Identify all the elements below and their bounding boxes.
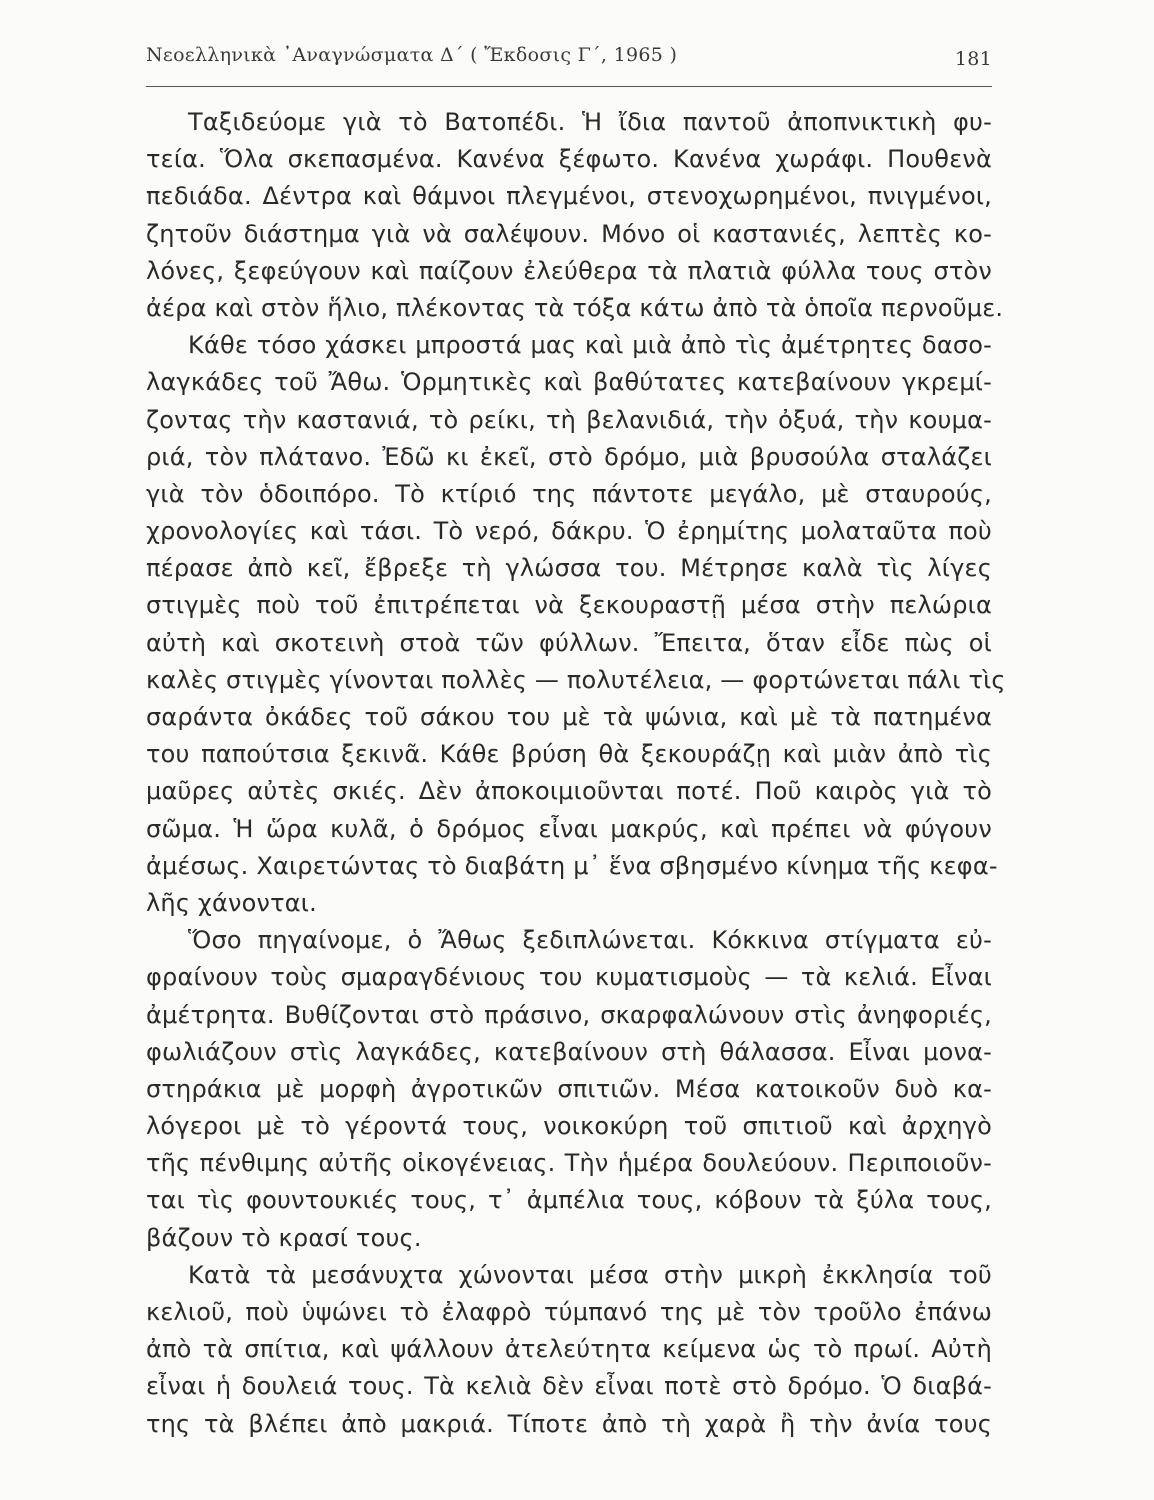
text-line: ἀμέτρητα. Βυθίζονται στὸ πράσινο, σκαρφαλώνουν στὶς ἀνηφοριές, [146,1000,992,1029]
text-line: στιγμὲς ποὺ τοῦ ἐπιτρέπεται νὰ ξεκουραστῇ μέσα στὴν πελώρια [146,591,992,620]
text-line: γιὰ τὸν ὁδοιπόρο. Τὸ κτίριό της πάντοτε μεγάλο, μὲ σταυρούς, [146,479,992,508]
text-line: του παπούτσια ξεκινᾶ. Κάθε βρύση θὰ ξεκουράζῃ καὶ μιὰν ἀπὸ τὶς [146,740,992,769]
text-line: στηράκια μὲ μορφὴ ἀγροτικῶν σπιτιῶν. Μέσα κατοικοῦν δυὸ κα- [146,1074,992,1103]
text-line: Κάθε τόσο χάσκει μπροστά μας καὶ μιὰ ἀπὸ τὶς ἀμέτρητες δασο- [188,331,992,360]
text-line: ριά, τὸν πλάτανο. Ἐδῶ κι ἐκεῖ, στὸ δρόμο, μιὰ βρυσούλα σταλάζει [146,442,992,471]
text-line: ζητοῦν διάστημα γιὰ νὰ σαλέψουν. Μόνο οἱ καστανιές, λεπτὲς κο- [146,219,992,248]
text-line: της τὰ βλέπει ἀπὸ μακριά. Τίποτε ἀπὸ τὴ χαρὰ ἢ τὴν ἀνία τους [146,1409,992,1438]
text-line: εἶναι ἡ δουλειά τους. Τὰ κελιὰ δὲν εἶναι ποτὲ στὸ δρόμο. Ὁ διαβά- [146,1372,992,1401]
text-line: καλὲς στιγμὲς γίνονται πολλὲς — πολυτέλεια, — φορτώνεται πάλι τὶς [146,665,1006,694]
body-text [146,104,1006,1443]
text-line: ἀμέσως. Χαιρετώντας τὸ διαβάτη μ᾿ ἕνα σβησμένο κίνημα τῆς κεφα- [146,851,998,880]
header-rule [146,86,992,87]
text-line: σῶμα. Ἡ ὥρα κυλᾶ, ὁ δρόμος εἶναι μακρύς, καὶ πρέπει νὰ φύγουν [146,814,992,843]
text-line: ζοντας τὴν καστανιά, τὸ ρείκι, τὴ βελανιδιά, τὴν ὀξυά, τὴν κουμα- [146,405,992,434]
text-line: σαράντα ὀκάδες τοῦ σάκου του μὲ τὰ ψώνια, καὶ μὲ τὰ πατημένα [146,703,992,731]
text-line: μαῦρες αὐτὲς σκιές. Δὲν ἀποκοιμιοῦνται ποτέ. Ποῦ καιρὸς γιὰ τὸ [146,777,992,806]
text-line: λόνες, ξεφεύγουν καὶ παίζουν ἐλεύθερα τὰ πλατιὰ φύλλα τους στὸν [146,256,992,285]
text-line: βάζουν τὸ κρασί τους. [146,1223,422,1252]
text-line: ἀπὸ τὰ σπίτια, καὶ ψάλλουν ἀτελεύτητα κείμενα ὡς τὸ πρωί. Αὐτὴ [146,1335,992,1364]
page-number: 181 [954,48,992,70]
text-line: πεδιάδα. Δέντρα καὶ θάμνοι πλεγμένοι, στενοχωρημένοι, πνιγμένοι, [146,182,992,211]
text-line: Ταξιδεύομε γιὰ τὸ Βατοπέδι. Ἡ ἴδια παντοῦ ἀποπνικτικὴ φυ- [188,108,992,136]
text-line: φωλιάζουν στὶς λαγκάδες, κατεβαίνουν στὴ θάλασσα. Εἶναι μονα- [146,1037,992,1066]
text-line: λῆς χάνονται. [146,888,317,917]
text-line: τῆς πένθιμης αὐτῆς οἰκογένειας. Τὴν ἡμέρα δουλεύουν. Περιποιοῦν- [146,1149,992,1178]
text-line: πέρασε ἀπὸ κεῖ, ἔβρεξε τὴ γλώσσα του. Μέτρησε καλὰ τὶς λίγες [146,554,992,583]
running-header [146,40,992,74]
text-line: λόγεροι μὲ τὸ γέροντά τους, νοικοκύρη τοῦ σπιτιοῦ καὶ ἀρχηγὸ [146,1112,992,1141]
text-line: ται τὶς φουντουκιές τους, τ᾿ ἀμπέλια τους, κόβουν τὰ ξύλα τους, [146,1186,992,1215]
text-line: κελιοῦ, ποὺ ὑψώνει τὸ ἐλαφρὸ τύμπανό της μὲ τὸν τροῦλο ἐπάνω [146,1298,992,1326]
text-line: Κατὰ τὰ μεσάνυχτα χώνονται μέσα στὴν μικρὴ ἐκκλησία τοῦ [188,1260,992,1289]
text-line: φραίνουν τοὺς σμαραγδένιους του κυματισμοὺς — τὰ κελιά. Εἶναι [146,963,992,992]
text-line: τεία. Ὅλα σκεπασμένα. Κανένα ξέφωτο. Κανένα χωράφι. Πουθενὰ [146,145,992,174]
header-title: Νεοελληνικὰ ᾿Αναγνώσματα Δ΄ ( Ἔκδοσις Γ΄, 1965 ) [146,44,678,66]
text-line: λαγκάδες τοῦ Ἄθω. Ὁρμητικὲς καὶ βαθύτατες κατεβαίνουν γκρεμί- [146,368,992,397]
text-line: ἀέρα καὶ στὸν ἥλιο, πλέκοντας τὰ τόξα κάτω ἀπὸ τὰ ὁποῖα περνοῦμε. [146,293,1004,322]
text-line: χρονολογίες καὶ τάσι. Τὸ νερό, δάκρυ. Ὁ ἐρημίτης μολαταῦτα ποὺ [146,517,992,546]
text-line: Ὅσο πηγαίνομε, ὁ Ἄθως ξεδιπλώνεται. Κόκκινα στίγματα εὐ- [188,926,992,955]
text-line: αὐτὴ καὶ σκοτεινὴ στοὰ τῶν φύλλων. Ἔπειτα, ὅταν εἶδε πὼς οἱ [146,628,992,657]
